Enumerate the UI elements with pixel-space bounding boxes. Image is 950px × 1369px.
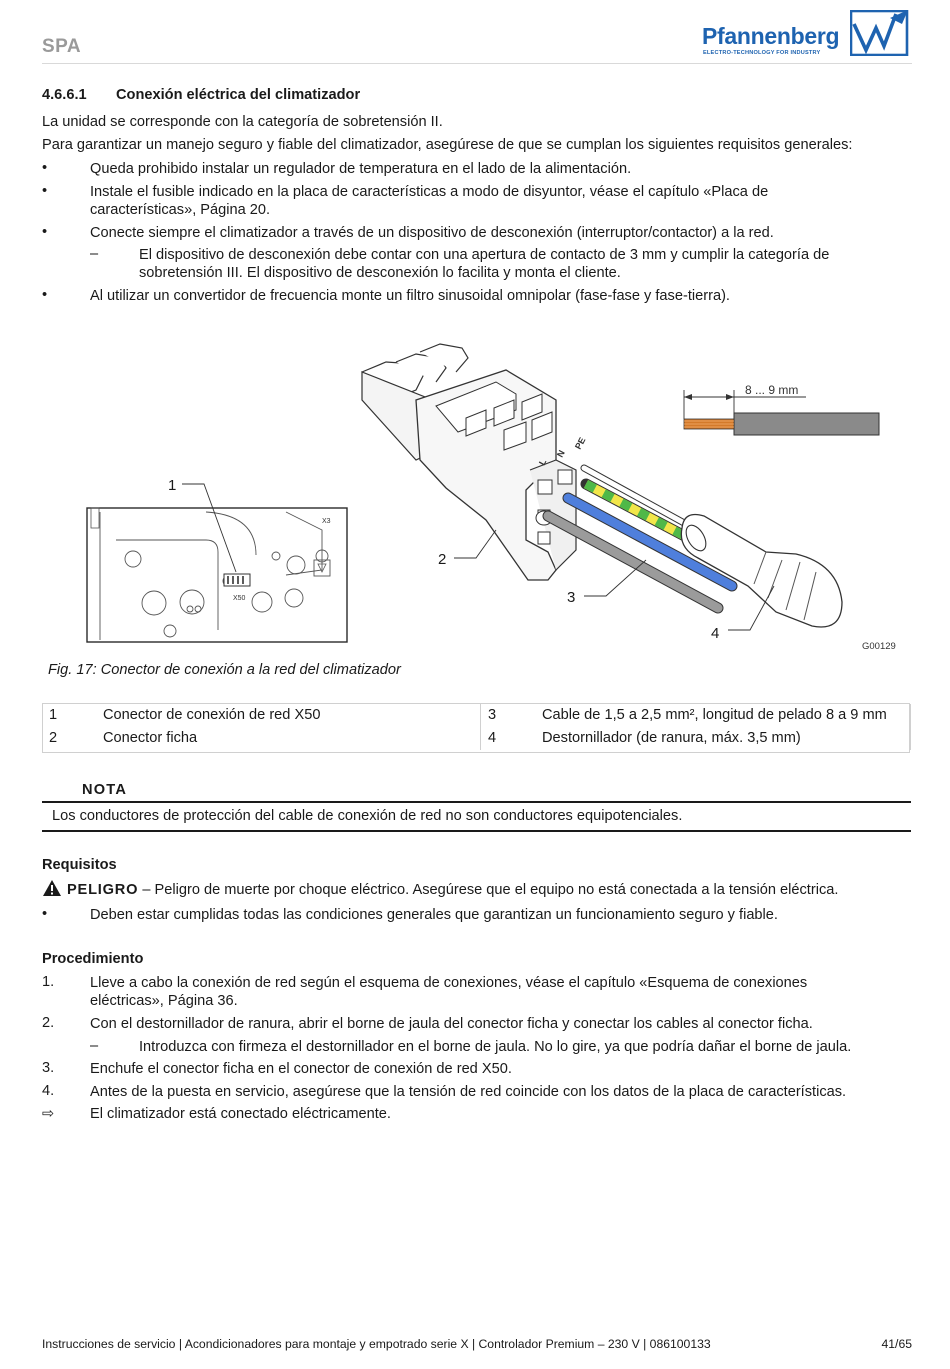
step-number: 3. <box>42 1060 55 1076</box>
procedure-heading: Procedimiento <box>42 951 144 967</box>
intro-paragraph: Para garantizar un manejo seguro y fiable del climatizador, asegúrese de que se cumplan los siguientes requisitos generales: <box>42 137 853 153</box>
requirement-subitem: El dispositivo de desconexión debe contar con una apertura de contacto de 3 mm y cumplir la categoría de sobretensión III. El dispositivo de desconexión lo facilita y monta el cliente. <box>139 247 830 281</box>
intro-paragraph: La unidad se corresponde con la categoría de sobretensión II. <box>42 114 443 130</box>
procedure-step: Lleve a cabo la conexión de red según el esquema de conexiones, véase el capítulo «Esquema de conexiones eléctricas», Página 36. <box>90 975 808 1009</box>
terminal-label-pe: PE <box>572 435 588 451</box>
table-row <box>42 704 911 727</box>
dash-marker: – <box>90 1038 99 1054</box>
danger-notice <box>67 882 838 898</box>
logo-wordmark: Pfannenberg <box>702 23 840 49</box>
requirement-item: Queda prohibido instalar un regulador de temperatura en el lado de la alimentación. <box>90 161 632 177</box>
control-panel-inset <box>87 508 347 642</box>
terminal-label-n: N <box>554 448 567 459</box>
dash-marker: – <box>90 246 99 262</box>
legend-number: 4 <box>488 730 497 746</box>
note-label: NOTA <box>82 782 128 798</box>
callout-3: 3 <box>567 589 576 606</box>
note-top-rule <box>42 801 911 803</box>
figure-caption: Fig. 17: Conector de conexión a la red del climatizador <box>48 662 401 678</box>
note-text: Los conductores de protección del cable de conexión de red no son conductores equipotenciales. <box>52 808 683 824</box>
requirement-item: Conecte siempre el climatizador a través de un dispositivo de desconexión (interruptor/contactor) a la red. <box>90 225 774 241</box>
procedure-step: Antes de la puesta en servicio, asegúrese que la tensión de red coincide con los datos de la placa de características. <box>90 1084 847 1100</box>
table-row <box>42 727 911 750</box>
requirement-item: Al utilizar un convertidor de frecuencia monte un filtro sinusoidal omnipolar (fase-fase y fase-tierra). <box>90 288 730 304</box>
bullet-marker: • <box>42 906 48 922</box>
bullet-marker: • <box>42 183 48 199</box>
logo-tagline: ELECTRO-TECHNOLOGY FOR INDUSTRY <box>703 50 821 56</box>
company-logo <box>702 8 912 58</box>
header-divider <box>42 63 912 64</box>
prerequisite-item: Deben estar cumplidas todas las condiciones generales que garantizan un funcionamiento seguro y fiable. <box>90 907 778 923</box>
legend-text: Conector de conexión de red X50 <box>103 704 481 727</box>
bullet-marker: • <box>42 224 48 240</box>
prerequisites-heading: Requisitos <box>42 857 117 873</box>
legend-text: Cable de 1,5 a 2,5 mm², longitud de pelado 8 a 9 mm <box>542 704 911 727</box>
step-number: 4. <box>42 1083 55 1099</box>
requirement-item: Instale el fusible indicado en la placa de características a modo de disyuntor, véase el capítulo «Placa de características», Página 20. <box>90 184 769 218</box>
strip-length-label: 8 ... 9 mm <box>745 383 799 397</box>
procedure-result: El climatizador está conectado eléctricamente. <box>90 1106 391 1122</box>
procedure-substep: Introduzca con firmeza el destornillador en el borne de jaula. No lo gire, ya que podría dañar el borne de jaula. <box>139 1039 852 1055</box>
warning-triangle-icon <box>42 879 62 897</box>
section-title: Conexión eléctrica del climatizador <box>116 87 361 103</box>
legend-number: 3 <box>488 707 497 723</box>
footer-text: Instrucciones de servicio | Acondicionadores para montaje y empotrado serie X | Controlador Premium – 230 V | 086100133 <box>42 1337 711 1351</box>
callout-1: 1 <box>168 477 177 494</box>
section-number: 4.6.6.1 <box>42 87 87 103</box>
procedure-step: Enchufe el conector ficha en el conector de conexión de red X50. <box>90 1061 512 1077</box>
connector-wiring-illustration <box>86 340 912 660</box>
terminal-label-l: L <box>536 457 549 467</box>
bullet-marker: • <box>42 287 48 303</box>
danger-text: – Peligro de muerte por choque eléctrico. Asegúrese que el equipo no está conectada a la tensión eléctrica. <box>138 882 839 898</box>
figure-legend-table <box>42 704 911 750</box>
legend-text: Conector ficha <box>103 727 481 750</box>
danger-keyword: PELIGRO <box>67 882 139 898</box>
page-number: 41/65 <box>881 1337 912 1351</box>
bullet-marker: • <box>42 160 48 176</box>
procedure-step: Con el destornillador de ranura, abrir el borne de jaula del conector ficha y conectar los cables al conector ficha. <box>90 1016 813 1032</box>
panel-label-x50: X50 <box>233 595 246 602</box>
legend-text: Destornillador (de ranura, máx. 3,5 mm) <box>542 727 911 750</box>
step-number: 1. <box>42 974 55 990</box>
legend-number: 2 <box>49 730 58 746</box>
callout-2: 2 <box>438 551 447 568</box>
step-number: 2. <box>42 1015 55 1031</box>
callout-4: 4 <box>711 625 720 642</box>
figure-id: G00129 <box>862 641 896 652</box>
callout-leader <box>454 530 496 558</box>
legend-number: 1 <box>49 707 58 723</box>
document-section-code: SPA <box>42 36 82 57</box>
note-bottom-rule <box>42 830 911 832</box>
result-arrow-icon: ⇨ <box>42 1106 55 1122</box>
pfannenberg-logo-icon <box>850 10 910 56</box>
panel-label-x3: X3 <box>322 518 331 525</box>
